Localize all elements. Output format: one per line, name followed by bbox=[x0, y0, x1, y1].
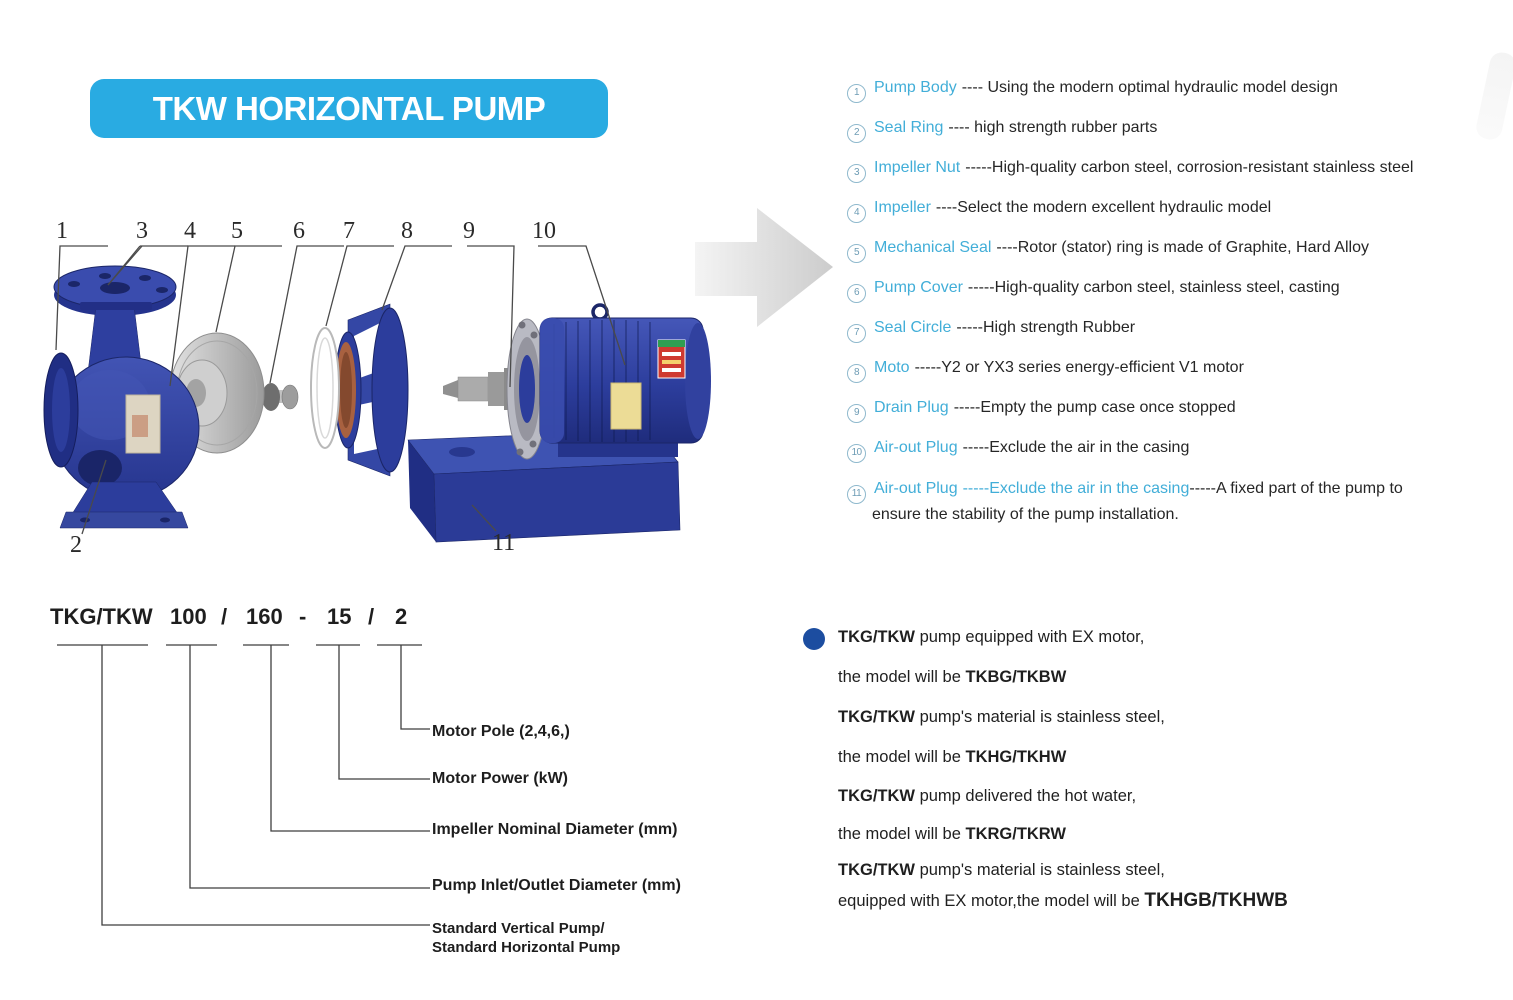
part-number-badge: 4 bbox=[847, 204, 866, 223]
part-desc: ---- high strength rubber parts bbox=[948, 119, 1158, 136]
part-number-badge: 10 bbox=[847, 444, 866, 463]
part-desc-line2: ensure the stability of the pump installation. bbox=[872, 505, 1179, 523]
callout-8: 8 bbox=[401, 218, 413, 244]
callout-10: 10 bbox=[532, 218, 556, 244]
part-item-6 bbox=[847, 277, 1340, 303]
part-item-5 bbox=[847, 237, 1369, 263]
label-pump-type bbox=[432, 919, 620, 957]
note-lead: TKG/TKW bbox=[838, 628, 915, 646]
part-item-10 bbox=[847, 437, 1189, 463]
pump-body bbox=[44, 266, 199, 528]
part-name: Impeller Nut bbox=[874, 159, 961, 176]
part-desc: -----Y2 or YX3 series energy-efficient V1 motor bbox=[914, 359, 1244, 376]
part-desc: -----High strength Rubber bbox=[956, 319, 1136, 336]
part-number-badge: 8 bbox=[847, 364, 866, 383]
note-line bbox=[838, 861, 1165, 880]
part-item-8 bbox=[847, 357, 1244, 383]
part-desc: -----Empty the pump case once stopped bbox=[953, 399, 1236, 416]
note-lead: TKG/TKW bbox=[838, 708, 915, 726]
part-number-badge: 7 bbox=[847, 324, 866, 343]
part-name: Moto bbox=[874, 359, 910, 376]
part-number-badge: 1 bbox=[847, 84, 866, 103]
note-lead: TKG/TKW bbox=[838, 787, 915, 805]
callout-11: 11 bbox=[492, 530, 516, 556]
part-number-badge: 9 bbox=[847, 404, 866, 423]
note-code: TKHGB/TKHWB bbox=[1144, 890, 1288, 911]
part-item-1 bbox=[847, 77, 1338, 103]
callout-4: 4 bbox=[184, 218, 196, 244]
note-line bbox=[838, 628, 1144, 647]
part-item-7 bbox=[847, 317, 1135, 343]
note-text: pump delivered the hot water, bbox=[914, 787, 1137, 805]
note-text: equipped with EX motor,the model will be bbox=[838, 892, 1145, 910]
note-code: TKBG/TKBW bbox=[965, 668, 1067, 686]
part-item-3 bbox=[847, 157, 1413, 183]
note-line bbox=[838, 825, 1066, 844]
flow-arrow bbox=[695, 208, 833, 327]
model-sep1: / bbox=[221, 604, 228, 629]
note-text: pump equipped with EX motor, bbox=[914, 628, 1145, 646]
part-name: Seal Circle bbox=[874, 319, 952, 336]
model-pole: 2 bbox=[395, 604, 408, 629]
motor bbox=[443, 305, 711, 459]
callout-7: 7 bbox=[343, 218, 355, 244]
part-desc: -----A fixed part of the pump to bbox=[1189, 480, 1403, 497]
part-item-9 bbox=[847, 397, 1236, 423]
part-name: Drain Plug bbox=[874, 399, 949, 416]
note-text: the model will be bbox=[838, 825, 966, 843]
note-line bbox=[838, 890, 1288, 912]
model-power: 15 bbox=[327, 604, 352, 629]
part-name: Air-out Plug bbox=[874, 480, 958, 497]
model-designation-lines bbox=[40, 600, 440, 980]
motor-shaft bbox=[443, 380, 458, 398]
part-desc: -----High-quality carbon steel, stainless steel, casting bbox=[967, 279, 1340, 296]
callout-2: 2 bbox=[70, 532, 82, 558]
part-number-badge: 6 bbox=[847, 284, 866, 303]
model-series: TKG/TKW bbox=[50, 604, 153, 629]
model-sep3: / bbox=[368, 604, 375, 629]
pump-exploded-diagram bbox=[30, 200, 840, 570]
callout-1: 1 bbox=[56, 218, 68, 244]
note-line bbox=[838, 708, 1165, 727]
part-desc: -----High-quality carbon steel, corrosion-resistant stainless steel bbox=[965, 159, 1414, 176]
motor-nameplate bbox=[611, 383, 641, 429]
part-item-2 bbox=[847, 117, 1157, 143]
title-banner bbox=[90, 79, 608, 138]
label-motor-pole: Motor Pole (2,4,6,) bbox=[432, 723, 570, 740]
label-pump-type-line2: Standard Horizontal Pump bbox=[432, 939, 621, 956]
notes-bullet bbox=[803, 628, 825, 650]
note-text: pump's material is stainless steel, bbox=[914, 861, 1165, 879]
part-number-badge: 3 bbox=[847, 164, 866, 183]
seal-circle-ring bbox=[311, 328, 339, 448]
note-code: TKHG/TKHW bbox=[965, 748, 1067, 766]
note-lead: TKG/TKW bbox=[838, 861, 915, 879]
model-sep2: - bbox=[299, 604, 307, 629]
part-desc: ---- Using the modern optimal hydraulic model design bbox=[961, 79, 1338, 96]
part-desc: ----Rotor (stator) ring is made of Graphite, Hard Alloy bbox=[996, 239, 1369, 256]
note-line bbox=[838, 787, 1136, 806]
label-pump-type-line1: Standard Vertical Pump/ bbox=[432, 920, 605, 937]
note-text: pump's material is stainless steel, bbox=[914, 708, 1165, 726]
note-text: the model will be bbox=[838, 748, 966, 766]
note-code: TKRG/TKRW bbox=[965, 825, 1066, 843]
pump-cover bbox=[335, 304, 408, 476]
part-number-badge: 5 bbox=[847, 244, 866, 263]
part-desc: -----Exclude the air in the casing bbox=[962, 439, 1190, 456]
note-text: the model will be bbox=[838, 668, 966, 686]
callout-3: 3 bbox=[136, 218, 148, 244]
part-name: Pump Cover bbox=[874, 279, 963, 296]
callout-6: 6 bbox=[293, 218, 305, 244]
callout-5: 5 bbox=[231, 218, 243, 244]
label-impeller-diameter: Impeller Nominal Diameter (mm) bbox=[432, 821, 678, 838]
part-item-4 bbox=[847, 197, 1271, 223]
label-inlet-diameter: Pump Inlet/Outlet Diameter (mm) bbox=[432, 877, 681, 894]
page-title: TKW HORIZONTAL PUMP bbox=[152, 89, 546, 127]
motor-red-label bbox=[658, 340, 685, 378]
label-motor-power: Motor Power (kW) bbox=[432, 770, 568, 787]
model-inlet: 100 bbox=[170, 604, 207, 629]
part-number-badge: 11 bbox=[847, 485, 866, 504]
part-desc-blue: -----Exclude the air in the casing bbox=[962, 480, 1190, 497]
part-name: Air-out Plug bbox=[874, 439, 958, 456]
corner-smudge bbox=[1474, 50, 1513, 141]
part-name: Seal Ring bbox=[874, 119, 944, 136]
part-name: Impeller bbox=[874, 199, 931, 216]
callout-9: 9 bbox=[463, 218, 475, 244]
part-item-11 bbox=[847, 478, 1507, 525]
part-number-badge: 2 bbox=[847, 124, 866, 143]
model-impeller: 160 bbox=[246, 604, 283, 629]
note-line bbox=[838, 748, 1066, 767]
note-line bbox=[838, 668, 1066, 687]
part-name: Mechanical Seal bbox=[874, 239, 992, 256]
motor-eyebolt bbox=[593, 305, 607, 319]
part-name: Pump Body bbox=[874, 79, 957, 96]
part-desc: ----Select the modern excellent hydraulic model bbox=[935, 199, 1272, 216]
